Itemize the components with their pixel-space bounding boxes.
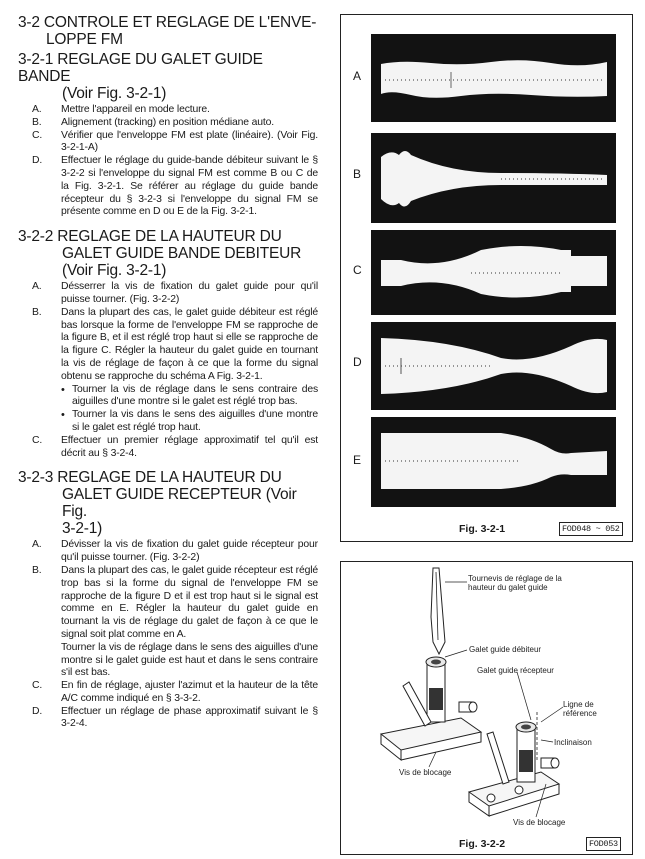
waveform-label-e: E [353,453,362,467]
section-3-2 [18,14,318,48]
list-item [18,117,318,130]
bullet-icon: • [61,383,65,396]
item-letter: D. [32,705,43,717]
bullet-text: Tourner la vis dans le sens des aiguilles d'une montre si le galet est réglé trop haut. [72,409,318,433]
item-letter: A. [32,281,42,293]
section-title [18,469,318,537]
section-title [18,51,318,102]
section-title-line: GALET GUIDE RECEPTEUR (Voir Fig. [62,486,297,521]
item-letter: B. [32,306,42,318]
figure-code: FOD053 [586,837,621,851]
list-item [18,104,318,117]
item-text: Dans la plupart des cas, le galet guide débiteur est réglé bas lorsque la forme de l'enveloppe FM se rapproche de la figure B, et il est réglé trop haut si elle se rapproche de la figure C. Régler la hauteur du galet guide en tournant la vis de réglage de façon à ce que la forme du signal obtenu se rapproche du schéma A Fig. 3-2-1. [61,306,318,382]
item-text: En fin de réglage, ajuster l'azimut et la hauteur de la tête A/C comme indiqué en § 3-3-2. [61,680,318,704]
list-item [18,706,318,732]
list-item [18,680,318,706]
tape-guide-diagram [341,562,631,832]
label-takeup-guide: Galet guide récepteur [477,666,554,675]
label-reference-line: Ligne de référence [563,700,597,718]
section-number: 3-2-3 [18,469,54,487]
waveform-label-d: D [353,355,362,369]
bullet-item [61,384,318,410]
label-lock-screw: Vis de blocage [399,768,452,777]
section-3-2-1 [18,51,318,219]
section-title-line: REGLAGE DE LA HAUTEUR DU [57,228,282,246]
figure-caption: Fig. 3-2-1 [459,523,506,535]
item-letter: B. [32,564,42,576]
item-text: Mettre l'appareil en mode lecture. [61,104,210,115]
section-title [18,14,318,48]
section-title-line: GALET GUIDE BANDE DEBITEUR [62,245,302,263]
item-letter: B. [32,116,42,128]
item-letter: C. [32,129,43,141]
item-text: Vérifier que l'enveloppe FM est plate (linéaire). (Voir Fig. 3-2-1-A) [61,129,318,154]
list-item [18,130,318,156]
section-3-2-3 [18,469,318,731]
item-letter: A. [32,539,42,551]
item-text-continued: Tourner la vis de réglage dans le sens des aiguilles d'une montre si le galet guide est haut et dans le sens contraire s'il est bas. [61,641,318,679]
item-text: Dévisser la vis de fixation du galet guide récepteur pour qu'il puisse tourner. (Fig. 3-2-2) [61,539,318,564]
bullet-icon: • [61,409,65,422]
waveform-label-c: C [353,263,362,277]
item-text: Effectuer un réglage de phase approximatif suivant le § 3-2-4. [61,705,318,730]
item-text: Effectuer le réglage du guide-bande débiteur suivant le § 3-2-2 si l'enveloppe du signal FM est comme B ou C de la Fig. 3-2-1. Se référer au réglage du guide bande récepteur du § 3-2-3 si l'enveloppe du signal FM se présente comme en D ou E de la Fig. 3-2-1. [61,155,318,218]
label-inclination: Inclinaison [554,738,592,747]
bullet-list [61,384,318,435]
bullet-text: Tourner la vis de réglage dans le sens contraire des aiguilles d'une montre si le galet est réglé trop bas. [72,383,318,408]
bullet-item [61,409,318,435]
section-title-line: (Voir Fig. 3-2-1) [62,85,167,102]
section-number: 3-2-1 [18,51,54,68]
section-number: 3-2 [18,14,40,31]
waveform-label-b: B [353,167,362,181]
item-letter: C. [32,680,43,692]
label-supply-guide: Galet guide débiteur [469,645,542,654]
item-list [18,539,318,731]
item-letter: D. [32,155,43,167]
figure-caption: Fig. 3-2-2 [459,838,506,850]
item-text: Dans la plupart des cas, le galet guide récepteur est réglé trop bas si la forme du signal de l'enveloppe FM se rapproche de la figure D et il est trop haut si le signal est comme en E. Régler la hauteur du galet guide en tournant la vis de réglage du galet de façon à ce que le signal soit plat comme en A. [61,564,318,640]
label-screwdriver: Tournevis de réglage de la hauteur du galet guide [468,574,562,592]
section-title-line: LOPPE FM [46,31,123,48]
list-item [18,539,318,565]
waveform-e [371,417,616,507]
list-item [18,281,318,307]
list-item [18,307,318,435]
section-title-line: CONTROLE ET REGLAGE DE L'ENVE- [43,14,317,31]
item-letter: A. [32,104,42,115]
waveform-c [371,230,616,315]
section-title-line: REGLAGE DE LA HAUTEUR DU [57,469,282,487]
text-column [18,14,318,731]
figure-3-2-1 [340,14,633,542]
list-item [18,565,318,680]
section-number: 3-2-2 [18,228,54,246]
section-3-2-2 [18,228,318,460]
section-title-line: REGLAGE DU GALET GUIDE BANDE [18,51,263,85]
waveform-d [371,322,616,410]
item-text: Effectuer un premier réglage approximatif tel qu'il est décrit au § 3-2-4. [61,434,318,459]
item-list [18,104,318,219]
waveform-label-a: A [353,69,362,83]
item-list [18,281,318,460]
section-title-line: 3-2-1) [62,520,103,538]
figure-code: FOD048 ~ 052 [559,522,623,536]
item-text: Désserrer la vis de fixation du galet guide pour qu'il puisse tourner. (Fig. 3-2-2) [61,281,318,305]
label-lock-screw: Vis de blocage [513,818,566,827]
list-item [18,435,318,461]
waveform-b [371,133,616,223]
list-item [18,155,318,219]
item-text: Alignement (tracking) en position médiane auto. [61,116,275,128]
section-title [18,228,318,279]
figure-3-2-2 [340,561,633,855]
waveform-a [371,34,616,122]
section-title-line: (Voir Fig. 3-2-1) [62,262,167,280]
item-letter: C. [32,434,43,446]
